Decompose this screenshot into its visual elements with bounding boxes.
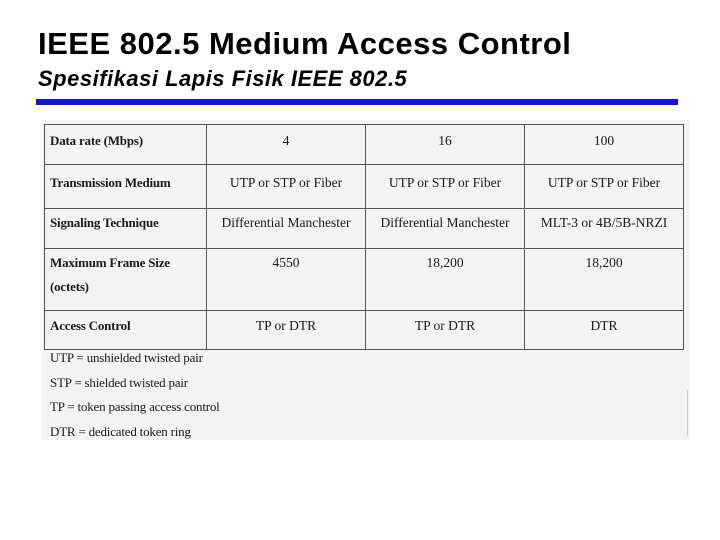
row-label-signaling-technique: Signaling Technique bbox=[45, 209, 207, 249]
table-cell: TP or DTR bbox=[207, 311, 366, 350]
table-cell: 16 bbox=[366, 125, 525, 165]
slide-subtitle: Spesifikasi Lapis Fisik IEEE 802.5 bbox=[38, 66, 408, 91]
table-cell: 18,200 bbox=[366, 249, 525, 311]
slide-title: IEEE 802.5 Medium Access Control bbox=[38, 26, 572, 61]
table-row bbox=[45, 311, 684, 350]
table-row bbox=[45, 125, 684, 165]
table-cell: UTP or STP or Fiber bbox=[366, 165, 525, 209]
row-label-line2: (octets) bbox=[50, 279, 89, 294]
table-cell: UTP or STP or Fiber bbox=[207, 165, 366, 209]
table-cell: Differential Manchester bbox=[366, 209, 525, 249]
table-row bbox=[45, 209, 684, 249]
legend-item: DTR = dedicated token ring bbox=[50, 423, 191, 439]
row-label-access-control: Access Control bbox=[45, 311, 207, 350]
table-row bbox=[45, 249, 684, 311]
table-cell: MLT-3 or 4B/5B-NRZI bbox=[525, 209, 684, 249]
table-cell: UTP or STP or Fiber bbox=[525, 165, 684, 209]
table-row bbox=[45, 165, 684, 209]
title-underline bbox=[36, 99, 678, 105]
abbreviation-legend bbox=[50, 346, 220, 444]
scan-edge-mark bbox=[687, 390, 688, 436]
legend-item: TP = token passing access control bbox=[50, 399, 220, 414]
table-cell: DTR bbox=[525, 311, 684, 350]
table-cell: 18,200 bbox=[525, 249, 684, 311]
legend-item: STP = shielded twisted pair bbox=[50, 374, 188, 390]
table-cell: 4550 bbox=[207, 249, 366, 311]
table-cell: 4 bbox=[207, 125, 366, 165]
row-label-max-frame-size bbox=[45, 249, 207, 311]
row-label-data-rate: Data rate (Mbps) bbox=[45, 125, 207, 165]
table-cell: TP or DTR bbox=[366, 311, 525, 350]
legend-item: UTP = unshielded twisted pair bbox=[50, 350, 203, 365]
row-label-transmission-medium: Transmission Medium bbox=[45, 165, 207, 209]
table-cell: Differential Manchester bbox=[207, 209, 366, 249]
physical-layer-spec-table bbox=[44, 124, 684, 350]
row-label-line1: Maximum Frame Size bbox=[50, 255, 170, 270]
table-cell: 100 bbox=[525, 125, 684, 165]
